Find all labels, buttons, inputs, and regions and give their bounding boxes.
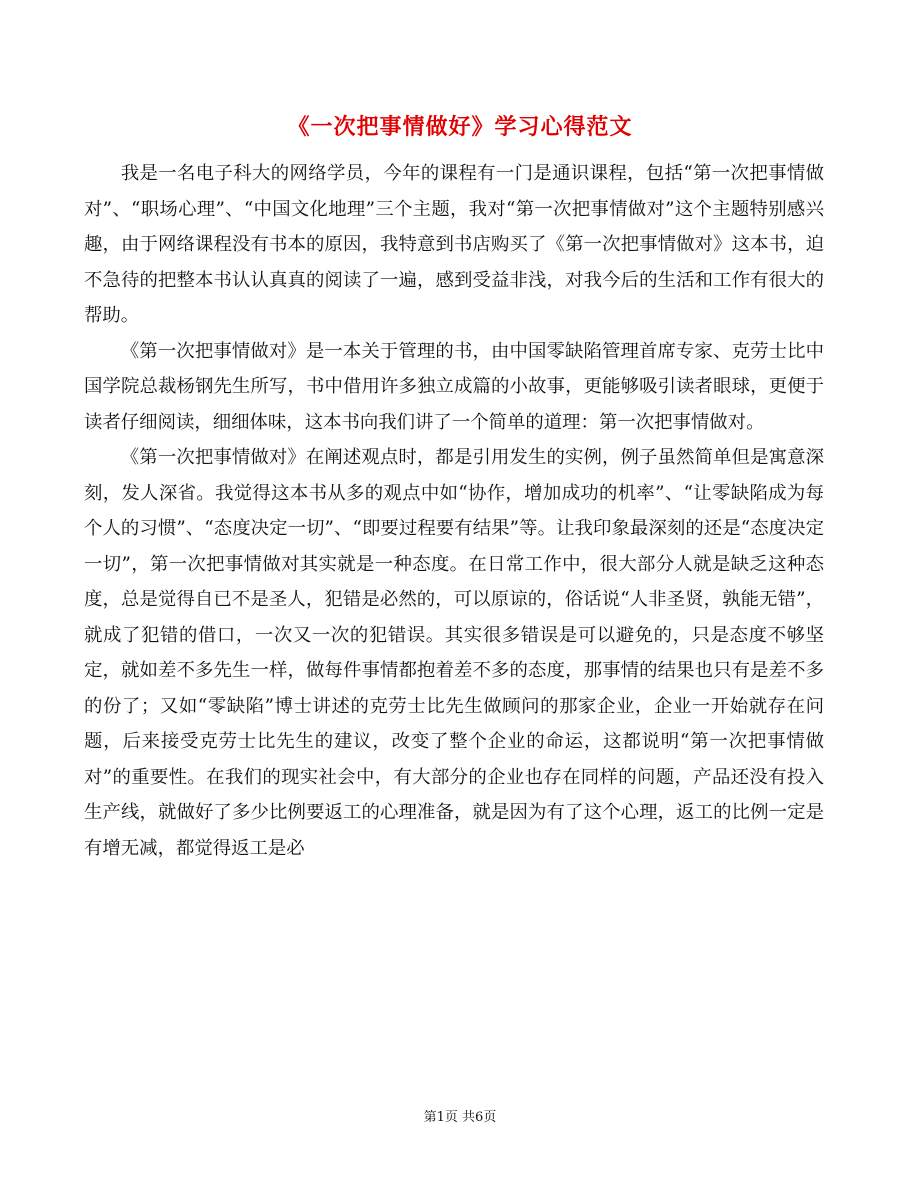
document-title: 《一次把事情做好》学习心得范文 (287, 114, 633, 140)
document-body (84, 156, 824, 866)
paragraph-3: 《第一次把事情做对》在阐述观点时，都是引用发生的实例，例子虽然简单但是寓意深刻，发人深省。我觉得这本书从多的观点中如“协作，增加成功的机率”、“让零缺陷成为每个人的习惯”、“态度决定一切”、“即要过程要有结果”等。让我印象最深刻的还是“态度决定一切”，第一次把事情做对其实就是一种态度。在日常工作中，很大部分人就是缺乏这种态度，总是觉得自已不是圣人，犯错是必然的，可以原谅的，俗话说“人非圣贤，孰能无错”，就成了犯错的借口，一次又一次的犯错误。其实很多错误是可以避免的，只是态度不够坚定，就如差不多先生一样，做每件事情都抱着差不多的态度，那事情的结果也只有是差不多的份了；又如“零缺陷”博士讲述的克劳士比先生做顾问的那家企业，企业一开始就存在问题，后来接受克劳士比先生的建议，改变了整个企业的命运，这都说明“第一次把事情做对”的重要性。在我们的现实社会中，有大部分的企业也存在同样的问题，产品还没有投入生产线，就做好了多少比例要返工的心理准备，就是因为有了这个心理，返工的比例一定是有增无减，都觉得返工是必 (84, 447, 824, 859)
paragraph-2: 《第一次把事情做对》是一本关于管理的书，由中国零缺陷管理首席专家、克劳士比中国学院总裁杨钢先生所写，书中借用许多独立成篇的小故事，更能够吸引读者眼球，更便于读者仔细阅读，细细体味，这本书向我们讲了一个简单的道理：第一次把事情做对。 (84, 340, 824, 433)
paragraph-1: 我是一名电子科大的网络学员，今年的课程有一门是通识课程，包括“第一次把事情做对”、“职场心理”、“中国文化地理”三个主题，我对“第一次把事情做对”这个主题特别感兴趣，由于网络课程没有书本的原因，我特意到书店购买了《第一次把事情做对》这本书，迫不急待的把整本书认认真真的阅读了一遍，感到受益非浅，对我今后的生活和工作有很大的帮助。 (84, 163, 824, 326)
page-number-footer: 第1页 共6页 (423, 1110, 497, 1125)
